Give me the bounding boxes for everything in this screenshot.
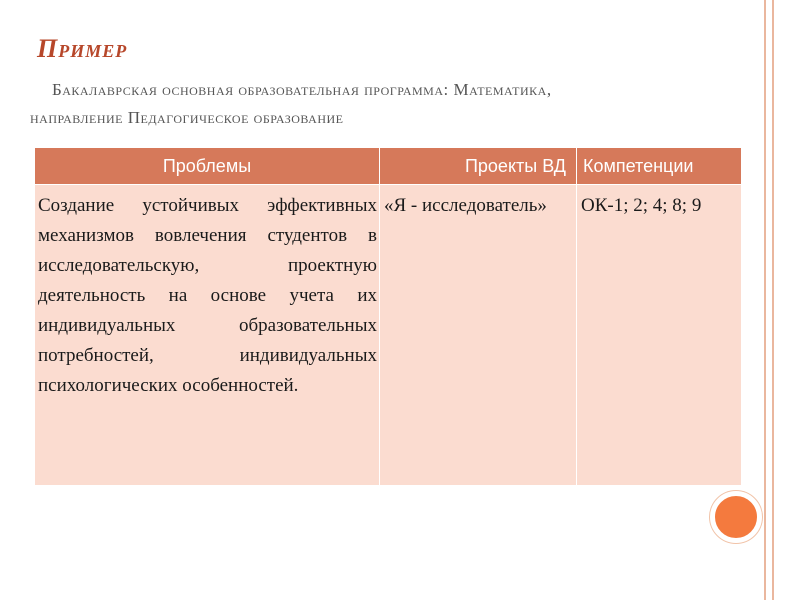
orange-circle-icon	[710, 491, 762, 543]
header-problems: Проблемы	[35, 148, 380, 185]
header-projects: Проекты ВД	[380, 148, 577, 185]
decor-line-right	[772, 0, 774, 600]
table-row	[35, 185, 742, 486]
slide-subtitle	[30, 76, 682, 132]
subtitle-line-2: направление Педагогическое образование	[30, 108, 344, 127]
slide-title: Пример	[37, 34, 128, 63]
cell-problem: Создание устойчивых эффективных механизмов вовлечения студентов в исследовательскую, проектную деятельность на основе учета их индивидуальных образовательных потребностей, индивидуальных психологических особенностей.	[35, 185, 380, 486]
decor-line-left	[764, 0, 766, 600]
cell-competencies: ОК-1; 2; 4; 8; 9	[577, 185, 742, 486]
subtitle-line-1: Бакалаврская основная образовательная программа: Математика,	[52, 80, 552, 99]
data-table	[34, 147, 742, 486]
table-header-row	[35, 148, 742, 185]
cell-project: «Я - исследователь»	[380, 185, 577, 486]
header-competencies: Компетенции	[577, 148, 742, 185]
